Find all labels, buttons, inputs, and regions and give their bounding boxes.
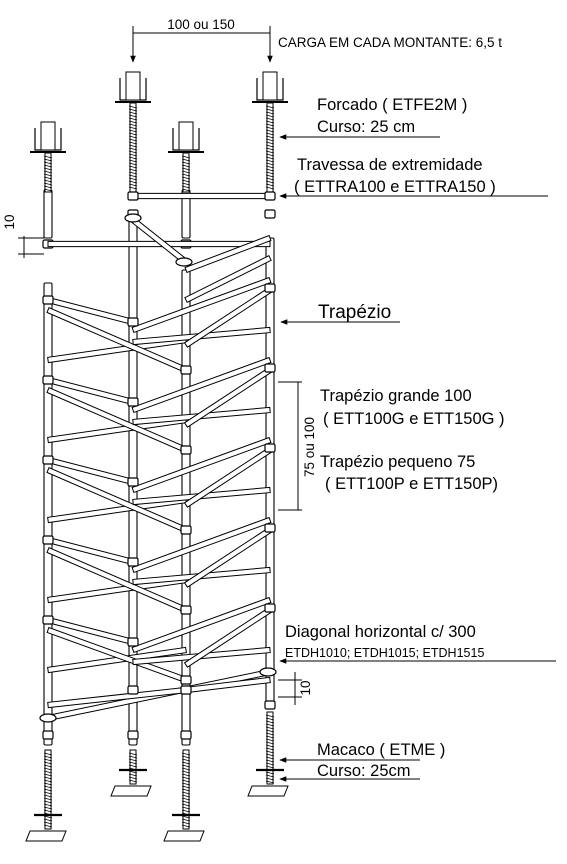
coupler [181, 366, 191, 374]
coupler [181, 606, 191, 614]
vertical-dimension-label: 75 ou 100 [302, 416, 317, 478]
spacing-dimension: 100 ou 150 [167, 17, 235, 32]
coupler [43, 616, 53, 624]
jack-mid-front-plate [164, 831, 204, 841]
coupler [43, 456, 53, 464]
fork-mid-front-plate [179, 122, 193, 150]
coupler [181, 676, 191, 684]
coupler [43, 536, 53, 544]
coupler [128, 192, 138, 200]
top-diagonal-clamp [176, 258, 192, 266]
jack-right-plate [248, 786, 288, 796]
coupler [43, 731, 53, 739]
forcado-label: Forcado ( ETFE2M ) [317, 96, 468, 114]
diagonal-codes-label: ETDH1010; ETDH1015; ETDH1515 [285, 646, 485, 660]
diagonal-label: Diagonal horizontal c/ 300 [285, 623, 476, 641]
trapezio-rung [47, 537, 133, 564]
macaco-curso-label: Curso: 25cm [317, 762, 411, 780]
diagonal-clamp [260, 668, 276, 676]
coupler [128, 638, 138, 646]
jack-mid-back-plate [111, 786, 151, 796]
fork-right-plate [263, 72, 277, 100]
travessa-label: Travessa de extremidade [297, 156, 483, 174]
diagonal-clamp [40, 714, 56, 722]
top-gap-dimension [18, 236, 44, 258]
top-diagonal-clamp [125, 214, 141, 222]
fork-left-plate [41, 122, 55, 150]
vertical-dimension [278, 382, 302, 510]
trapezio-rung [47, 457, 133, 484]
coupler [181, 446, 191, 454]
coupler [265, 192, 275, 200]
coupler [181, 686, 191, 694]
coupler [265, 210, 275, 218]
trapezio-pequeno-label: Trapézio pequeno 75 [320, 453, 476, 471]
coupler [128, 478, 138, 486]
coupler [265, 701, 275, 709]
coupler [43, 376, 53, 384]
coupler [181, 526, 191, 534]
trapezio-rung [47, 377, 133, 404]
travessa-codes-label: ( ETTRA100 e ETTRA150 ) [294, 178, 496, 196]
load-note: CARGA EM CADA MONTANTE: 6,5 t [278, 35, 503, 50]
coupler [265, 604, 275, 612]
post-left [44, 283, 52, 745]
coupler [265, 364, 275, 372]
scaffold-structure [26, 72, 288, 841]
coupler [128, 318, 138, 326]
top-gap-label: 10 [2, 214, 17, 230]
trapezio-rung [47, 297, 133, 324]
coupler [43, 296, 53, 304]
coupler [265, 444, 275, 452]
end-transom [133, 193, 270, 198]
trapezio-rung [47, 617, 133, 644]
trapezio-pequeno-codes-label: ( ETT100P e ETT150P) [325, 475, 499, 493]
fork-mid-back-plate [126, 72, 140, 100]
coupler [128, 686, 138, 694]
macaco-label: Macaco ( ETME ) [317, 741, 446, 759]
coupler [128, 731, 138, 739]
coupler [265, 524, 275, 532]
coupler [181, 731, 191, 739]
trapezio-label: Trapézio [318, 302, 392, 323]
post-right [266, 238, 274, 705]
forcado-curso-label: Curso: 25 cm [317, 118, 416, 136]
coupler [265, 284, 275, 292]
post-left-top [44, 190, 52, 238]
trapezio-grande-label: Trapézio grande 100 [320, 387, 472, 405]
coupler [128, 398, 138, 406]
coupler [128, 558, 138, 566]
trapezio-grande-codes-label: ( ETT100G e ETT150G ) [323, 410, 505, 428]
jack-left-plate [26, 831, 66, 841]
bottom-gap-label: 10 [298, 680, 313, 696]
